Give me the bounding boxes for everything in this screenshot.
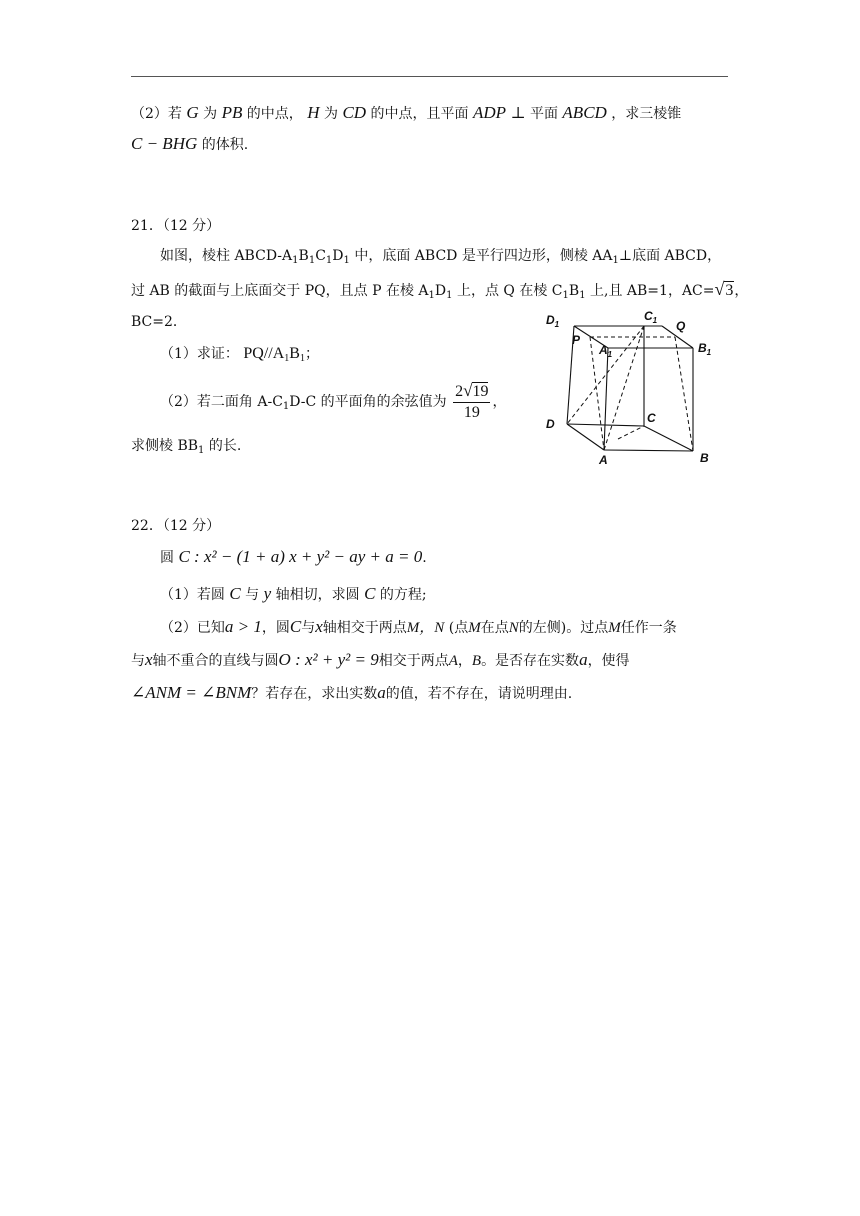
solid-edges bbox=[567, 326, 693, 451]
sub: 1 bbox=[562, 290, 569, 301]
q22-header: 22．（12 分） bbox=[131, 518, 221, 534]
q22-p2-f: 在点 bbox=[480, 620, 509, 636]
cond-a-gt-1: a > 1 bbox=[224, 617, 262, 636]
q21-line1 bbox=[160, 246, 721, 271]
var-C: C bbox=[229, 584, 241, 603]
points-MN: M，N bbox=[406, 620, 445, 636]
q22-l1-prefix: 圆 bbox=[160, 550, 174, 566]
q22-l3-f: ，使得 bbox=[587, 653, 630, 669]
q22-p1-c: 轴相切，求圆 bbox=[275, 587, 360, 603]
expr-b: B bbox=[289, 345, 300, 362]
q21-line3: BC=2． bbox=[131, 314, 187, 330]
frac-numerator: 2√19 bbox=[453, 381, 490, 403]
q21-p2-prefix: （2）若二面角 A-C bbox=[160, 394, 283, 410]
text-is-2: 为 bbox=[323, 106, 338, 122]
q21-p1-suffix: ； bbox=[304, 346, 319, 362]
q22-l3-d: ， bbox=[457, 653, 472, 669]
var-G: G bbox=[186, 103, 199, 122]
q22-l3-c: 相交于两点 bbox=[378, 653, 449, 669]
sub: 1 bbox=[428, 290, 435, 301]
sub: 1 bbox=[343, 255, 350, 266]
edge-QB bbox=[675, 337, 693, 451]
edge-CB bbox=[644, 426, 693, 451]
q22-p1-b: 与 bbox=[245, 587, 260, 603]
q21-p1-prefix: （1）求证： bbox=[160, 346, 239, 362]
q21-l1-d: D bbox=[332, 248, 344, 264]
q21-l1-c: C bbox=[315, 248, 326, 264]
text-ask: ，求三棱锥 bbox=[611, 106, 682, 122]
label-P: P bbox=[572, 333, 581, 347]
q22-l1-suffix: . bbox=[422, 550, 427, 566]
q21-header: 21．（12 分） bbox=[131, 218, 221, 234]
q22-p2-a: （2）已知 bbox=[160, 620, 225, 636]
sqrt-3: √3 bbox=[714, 279, 734, 299]
q21-part2-line2 bbox=[131, 436, 241, 461]
perp-symbol: ⊥ bbox=[510, 105, 526, 122]
label-C1: $C_1$ bbox=[644, 309, 658, 325]
plane-ADP: ADP bbox=[472, 103, 507, 122]
q22-l3-b: 轴不重合的直线与圆 bbox=[152, 653, 279, 669]
var-C-2: C bbox=[364, 584, 376, 603]
circle-O-equation: O : x² + y² = 9 bbox=[278, 650, 379, 669]
header-rule bbox=[131, 76, 728, 77]
sqrt-radicand: 3 bbox=[725, 282, 734, 299]
edge-AC-dash bbox=[618, 426, 644, 439]
var-B: B bbox=[471, 653, 482, 669]
radicand: 19 bbox=[472, 383, 489, 400]
var-M-2: M bbox=[608, 620, 621, 636]
q22-p2-h: 任作一条 bbox=[620, 620, 677, 636]
label-D: D bbox=[546, 417, 555, 431]
var-a-2: a bbox=[377, 683, 386, 702]
q21-l2-c: 上，点 Q 在棱 C bbox=[452, 283, 563, 299]
var-x-2: x bbox=[145, 650, 153, 669]
sub: 1 bbox=[292, 255, 299, 266]
var-M: M bbox=[468, 620, 481, 636]
text-plane: 平面 bbox=[529, 106, 558, 122]
seg-PB: PB bbox=[221, 103, 243, 122]
q22-l3-a: 与 bbox=[131, 653, 145, 669]
q21-l2-e: 上,且 AB=1，AC= bbox=[585, 283, 715, 299]
frac-denominator: 19 bbox=[463, 404, 480, 421]
q21-l1-f: ⊥底面 ABCD， bbox=[618, 248, 722, 264]
pyramid-C-BHG: C − BHG bbox=[131, 134, 198, 153]
sub: 1 bbox=[282, 401, 290, 412]
q22-part2-line3 bbox=[131, 683, 572, 704]
q21-p2l2-b: 的长. bbox=[204, 438, 242, 454]
q22-l3-e: 。是否存在实数 bbox=[481, 653, 580, 669]
q21-line2 bbox=[131, 279, 748, 306]
q22-part2-line1 bbox=[160, 617, 677, 638]
label-C: C bbox=[647, 411, 656, 425]
var-A: A bbox=[448, 653, 458, 669]
q22-p2-b: ，圆 bbox=[261, 620, 290, 636]
sub: 1 bbox=[308, 255, 316, 266]
q21-l2-f: ， bbox=[734, 283, 749, 299]
q21-p2l2-a: 求侧棱 BB bbox=[131, 438, 199, 454]
q22-p2-d: 轴相交于两点 bbox=[322, 620, 407, 636]
var-y: y bbox=[263, 584, 272, 603]
q21-l1-b: B bbox=[298, 248, 309, 264]
q22-line1 bbox=[160, 547, 427, 568]
prism-figure bbox=[538, 306, 728, 468]
q22-p2-g: 的左侧)。过点 bbox=[518, 620, 609, 636]
var-N: N bbox=[508, 620, 519, 636]
var-x: x bbox=[315, 617, 323, 636]
var-C: C bbox=[289, 617, 302, 636]
q21-l2-a: 过 AB 的截面与上底面交于 PQ，且点 P 在棱 A bbox=[131, 283, 429, 299]
label-B: B bbox=[700, 451, 709, 465]
label-D1: $D_1$ bbox=[546, 313, 560, 329]
text-midpoint-2: 的中点，且平面 bbox=[370, 106, 469, 122]
fraction-2sqrt19-over-19 bbox=[453, 381, 490, 423]
edge-C1A bbox=[604, 326, 644, 450]
q22-l4-a: ？若存在，求出实数 bbox=[251, 686, 378, 702]
q21-l1-a: 如图，棱柱 ABCD-A bbox=[160, 248, 293, 264]
angle-equation: ∠ANM = ∠BNM bbox=[131, 683, 252, 702]
q22-p2-c: 与 bbox=[301, 620, 316, 636]
expr-a: PQ//A bbox=[243, 345, 285, 362]
q22-part2-line2 bbox=[131, 650, 630, 671]
q20-part2-line2 bbox=[131, 134, 248, 155]
q20-part2-line1 bbox=[131, 103, 681, 124]
q21-p2-mid: D-C 的平面角的余弦值为 bbox=[289, 394, 447, 410]
text-is: 为 bbox=[203, 106, 218, 122]
q22-part1 bbox=[160, 584, 427, 605]
dashed-edges bbox=[567, 326, 693, 451]
sub: 1 bbox=[325, 255, 333, 266]
q21-p2-suffix: ， bbox=[492, 394, 507, 410]
sub: 1 bbox=[299, 353, 305, 364]
q22-p2-e: (点 bbox=[444, 620, 469, 636]
label-A1: $A_1$ bbox=[599, 343, 613, 359]
circle-C-equation: C : x² − (1 + a) x + y² − ay + a = 0 bbox=[178, 547, 423, 566]
plane-ABCD: ABCD bbox=[562, 103, 607, 122]
q21-p1-expr bbox=[243, 345, 305, 362]
q22-p1-a: （1）若圆 bbox=[160, 587, 225, 603]
sub: 1 bbox=[198, 445, 205, 456]
q21-part2-line1 bbox=[160, 380, 506, 429]
edge-A1A bbox=[604, 348, 608, 450]
edge-DA bbox=[567, 424, 604, 450]
sub: 1 bbox=[284, 353, 290, 364]
seg-CD: CD bbox=[342, 103, 367, 122]
var-H: H bbox=[307, 103, 320, 122]
q21-l2-d: B bbox=[568, 283, 580, 299]
sub: 1 bbox=[579, 290, 586, 301]
q21-part1 bbox=[160, 344, 319, 369]
q21-l1-e: 中，底面 ABCD 是平行四边形，侧棱 AA bbox=[349, 248, 613, 264]
label-B1: $B_1$ bbox=[698, 341, 712, 357]
sub: 1 bbox=[612, 255, 619, 266]
q21-l2-b: D bbox=[434, 283, 447, 299]
var-a: a bbox=[579, 650, 588, 669]
q20-part2-prefix: （2）若 bbox=[131, 106, 182, 122]
sub: 1 bbox=[446, 290, 453, 301]
coef: 2 bbox=[455, 383, 464, 400]
q22-p1-d: 的方程; bbox=[379, 587, 427, 603]
edge-AB bbox=[604, 450, 693, 451]
text-midpoint: 的中点， bbox=[246, 106, 303, 122]
label-A: A bbox=[599, 453, 608, 467]
label-Q: Q bbox=[676, 319, 686, 333]
text-volume: 的体积. bbox=[201, 137, 249, 153]
q22-l4-b: 的值，若不存在，请说明理由. bbox=[385, 686, 573, 702]
